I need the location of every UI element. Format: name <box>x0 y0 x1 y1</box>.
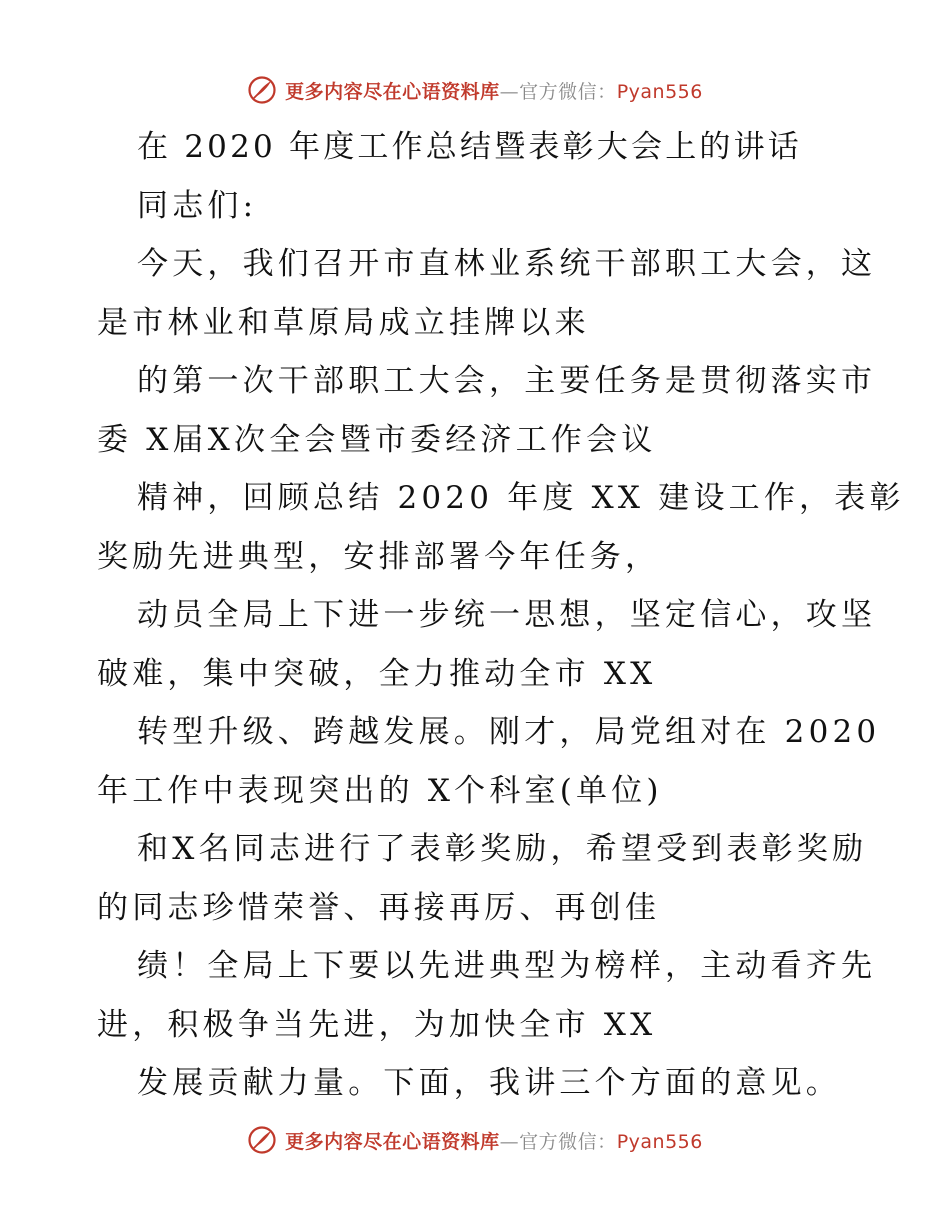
paragraph-line: 的同志珍惜荣誉、再接再厉、再创佳 <box>97 889 661 926</box>
watermark-wechat-id: Pyan556 <box>616 1130 703 1153</box>
paragraph-line: 年工作中表现突出的 X个科室(单位) <box>97 772 663 809</box>
paragraph-line: 和X名同志进行了表彰奖励，希望受到表彰奖励 <box>137 831 868 867</box>
quill-pen-icon <box>247 75 277 105</box>
watermark-official-label: 官方微信： <box>519 1130 617 1153</box>
watermark-brand: 更多内容尽在心语资料库 <box>285 1130 500 1153</box>
watermark-wechat-id: Pyan556 <box>616 80 703 103</box>
paragraph-line: 的第一次干部职工大会，主要任务是贯彻落实市 <box>137 363 877 399</box>
paragraph-line: 精神，回顾总结 2020 年度 XX 建设工作，表彰 <box>137 480 905 516</box>
paragraph-line: 破难，集中突破，全力推动全市 XX <box>97 655 657 692</box>
paragraph-line: 转型升级、跨越发展。刚才，局党组对在 2020 <box>137 714 881 750</box>
paragraph-line: 动员全局上下进一步统一思想，坚定信心，攻坚 <box>137 597 877 633</box>
quill-pen-icon <box>247 1125 277 1155</box>
footer-watermark <box>0 1120 950 1160</box>
watermark-separator: — <box>499 1130 520 1153</box>
paragraph-line: 发展贡献力量。下面，我讲三个方面的意见。 <box>137 1065 841 1101</box>
paragraph-line: 委 X届X次全会暨市委经济工作会议 <box>97 421 657 458</box>
paragraph-line: 奖励先进典型，安排部署今年任务， <box>97 538 661 575</box>
header-watermark <box>0 70 950 110</box>
paragraph-line: 今天，我们召开市直林业系统干部职工大会，这 <box>137 246 877 282</box>
watermark-official-label: 官方微信： <box>519 80 617 103</box>
greeting: 同志们: <box>137 187 258 224</box>
watermark-brand: 更多内容尽在心语资料库 <box>285 80 500 103</box>
watermark-separator: — <box>499 80 520 103</box>
document-body <box>97 118 905 1113</box>
paragraph-line: 绩！全局上下要以先进典型为榜样，主动看齐先 <box>137 948 877 984</box>
paragraph-line: 进，积极争当先进，为加快全市 XX <box>97 1006 657 1043</box>
paragraph-line: 是市林业和草原局成立挂牌以来 <box>97 304 590 341</box>
document-title: 在 2020 年度工作总结暨表彰大会上的讲话 <box>137 129 802 165</box>
